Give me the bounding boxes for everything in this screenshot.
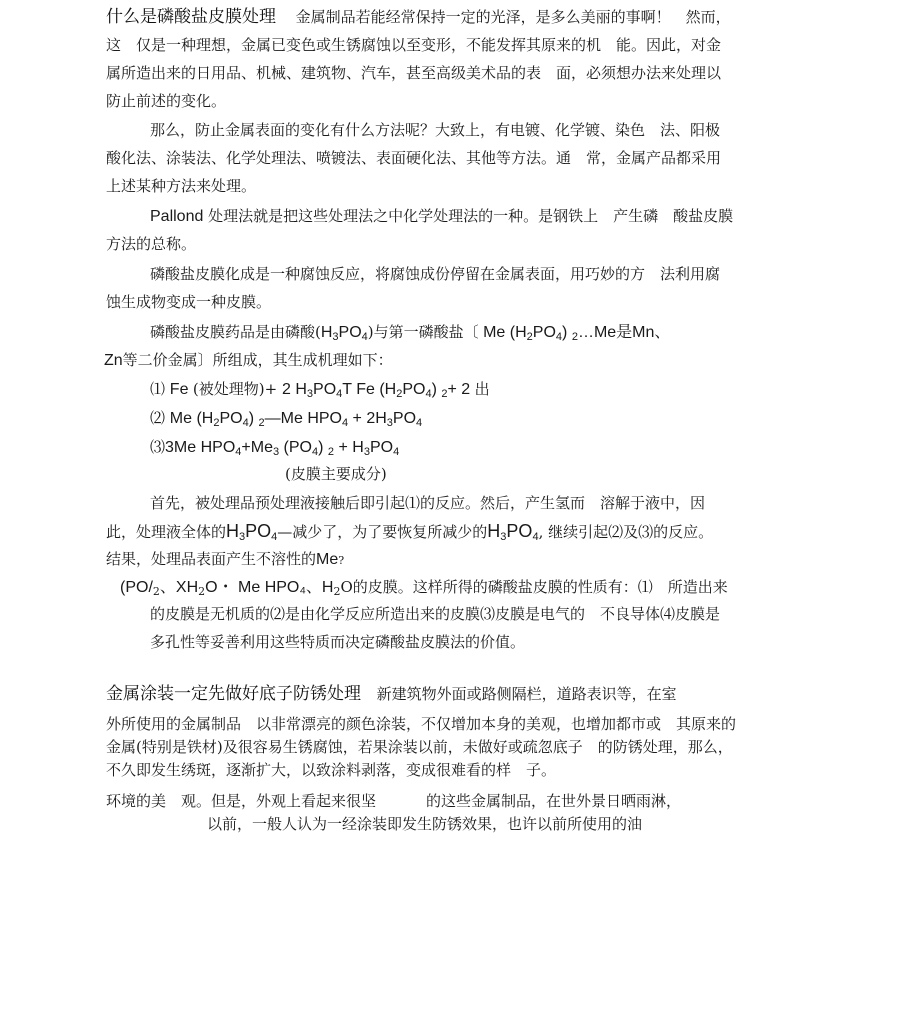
p6-mark: ? <box>338 554 345 567</box>
reaction-3-formula: 3Me $HPO_4+Me_3$ $(PO_4) _2 + H_3PO_4$ <box>165 439 400 458</box>
section1-title: 什么是磷酸盐皮膜处理 <box>106 7 276 27</box>
section2-line1: 新建筑物外面或路侧隔栏，道路表识等，在室 <box>376 685 677 703</box>
section1-p4-line2: 蚀生成物变成一种皮膜。 <box>106 293 272 311</box>
section2-title: 金属涂装一定先做好底子防锈处理 <box>106 684 361 704</box>
section1-p6-line3 <box>106 549 344 571</box>
p5-text-b: )与第一磷酸盐〔 <box>367 323 479 341</box>
section1-p6-line2 <box>106 521 713 542</box>
reaction-1 <box>150 379 490 400</box>
p7-me-hpo4: O・ Me HPO₄、H <box>205 579 334 596</box>
formula-h3po4: $H_3PO_4$ <box>320 324 368 343</box>
section1-p2-line3: 上述某种方法来处理。 <box>106 177 257 195</box>
p5-text-c: …Me是Mn、 <box>577 324 671 341</box>
section1-p7-line1: ($PO/_2$、$XH_2O$・ Me HPO₄、$H_2O$的皮膜。这样所得的磷酸盐皮膜的性质有：⑴ 所造出来 <box>120 578 728 598</box>
section2-line5-a: 环境的美 观。但是，外观上看起来很坚 <box>106 792 377 810</box>
section2-line6: 以前，一般人认为一经涂装即发生防锈效果，也许以前所使用的油 <box>207 815 643 833</box>
section1-p3-line1 <box>150 206 733 227</box>
reaction-1-label: (被处理物)+ <box>192 380 278 398</box>
reaction-3 <box>150 437 399 458</box>
reaction-1-formula: 2 $H_3PO_4T$ Fe $(H_2PO_4)$ $_2$+ 2 <box>281 381 475 400</box>
section2-line3: 金属(特别是铁材)及很容易生锈腐蚀，若果涂装以前，未做好或疏忽底子 的防锈处理，那么， <box>106 738 733 756</box>
formula-h3po4-big-1: $H_3PO_4$ <box>226 521 278 543</box>
p5-text-d: 等二价金属〕所组成，其生成机理如下： <box>122 351 393 369</box>
section1-p3-text: 处理法就是把这些处理法之中化学处理法的一种。是钢铁上 产生磷 酸盐皮膜 <box>203 207 734 225</box>
p6-text-d: 结果，处理品表面产生不溶性的 <box>106 550 317 568</box>
reaction-1-number: ⑴ <box>150 380 166 398</box>
reaction-3-number: ⑶ <box>150 438 166 456</box>
section1-p1-line2: 这 仅是一种理想，金属已变色或生锈腐蚀以至变形，不能发挥其原来的机 能。因此，对金 <box>106 36 722 54</box>
section2-line5 <box>106 791 681 811</box>
section1-p1-line3: 属所造出来的日用品、机械、建筑物、汽车，甚至高级美术品的表 面，必须想办法来处理以 <box>106 64 722 82</box>
reaction-3-note: (皮膜主要成分) <box>285 465 387 483</box>
reaction-1-fe: Fe <box>169 381 193 398</box>
section1-p3-line2: 方法的总称。 <box>106 235 197 253</box>
section1-p5-line1 <box>150 322 670 343</box>
reaction-2 <box>150 408 422 429</box>
p5-zn: Zn <box>104 352 123 369</box>
section2-line4: 不久即发生绣斑，逐渐扩大，以致涂料剥落，变成很难看的样 子。 <box>106 761 557 779</box>
p5-text-a: 磷酸盐皮膜药品是由磷酸( <box>150 323 321 341</box>
reaction-2-formula: Me $(H_2PO_4)$ $_2$—Me $HPO_4 + 2H_3PO_4$ <box>169 410 423 429</box>
p6-text-a: 此，处理液全体的 <box>106 523 227 541</box>
p7-text: O的皮膜。这样所得的磷酸盐皮膜的性质有：⑴ 所造出来 <box>340 578 728 596</box>
brand-name: Pallond <box>150 208 204 225</box>
reaction-2-number: ⑵ <box>150 409 166 427</box>
section1-p4-line1: 磷酸盐皮膜化成是一种腐蚀反应，将腐蚀成份停留在金属表面，用巧妙的方 法利用腐 <box>150 265 721 283</box>
section1-p1-line4: 防止前述的变化。 <box>106 92 227 110</box>
section1-p6-line1: 首先，被处理品预处理液接触后即引起⑴的反应。然后，产生氢而 溶解于液中，因 <box>150 494 706 512</box>
formula-h3po4-big-2: $H_3PO_4$ <box>487 521 539 543</box>
section1-p1-line1: 金属制品若能经常保持一定的光泽，是多么美丽的事啊！ 然而， <box>295 8 731 26</box>
p6-text-b: —减少了，为了要恢复所减少的 <box>277 523 488 541</box>
p7-xh: 、XH <box>159 579 199 596</box>
reaction-1-tail: 出 <box>474 380 490 398</box>
section1-p2-line1: 那么，防止金属表面的变化有什么方法呢？大致上，有电镀、化学镀、染色 法、阳极 <box>150 121 721 139</box>
section2-line5-b: 的这些金属制品，在世外景日晒雨淋， <box>426 792 682 810</box>
p6-me: Me <box>316 551 339 568</box>
section2-first-line <box>106 684 677 704</box>
section1-p7-line2: 的皮膜是无机质的⑵是由化学反应所造出来的皮膜⑶皮膜是电气的 不良导体⑷皮膜是 <box>150 605 721 623</box>
p6-text-c: , 继续引起⑵及⑶的反应。 <box>538 523 714 541</box>
formula-me-h2po4: Me $(H_2PO_4)$ $_2$ <box>478 324 578 343</box>
section1-first-line <box>106 7 731 27</box>
section2-line2: 外所使用的金属制品 以非常漂亮的颜色涂装，不仅增加本身的美观，也增加都市或 其原来的 <box>106 715 737 733</box>
section1-p2-line2: 酸化法、涂装法、化学处理法、喷镀法、表面硬化法、其他等方法。通 常，金属产品都采用 <box>106 149 722 167</box>
p7-po: (PO/ <box>120 579 153 596</box>
section1-p7-line3: 多孔性等妥善利用这些特质而决定磷酸盐皮膜法的价值。 <box>150 633 526 651</box>
section1-p5-line2 <box>104 350 393 371</box>
